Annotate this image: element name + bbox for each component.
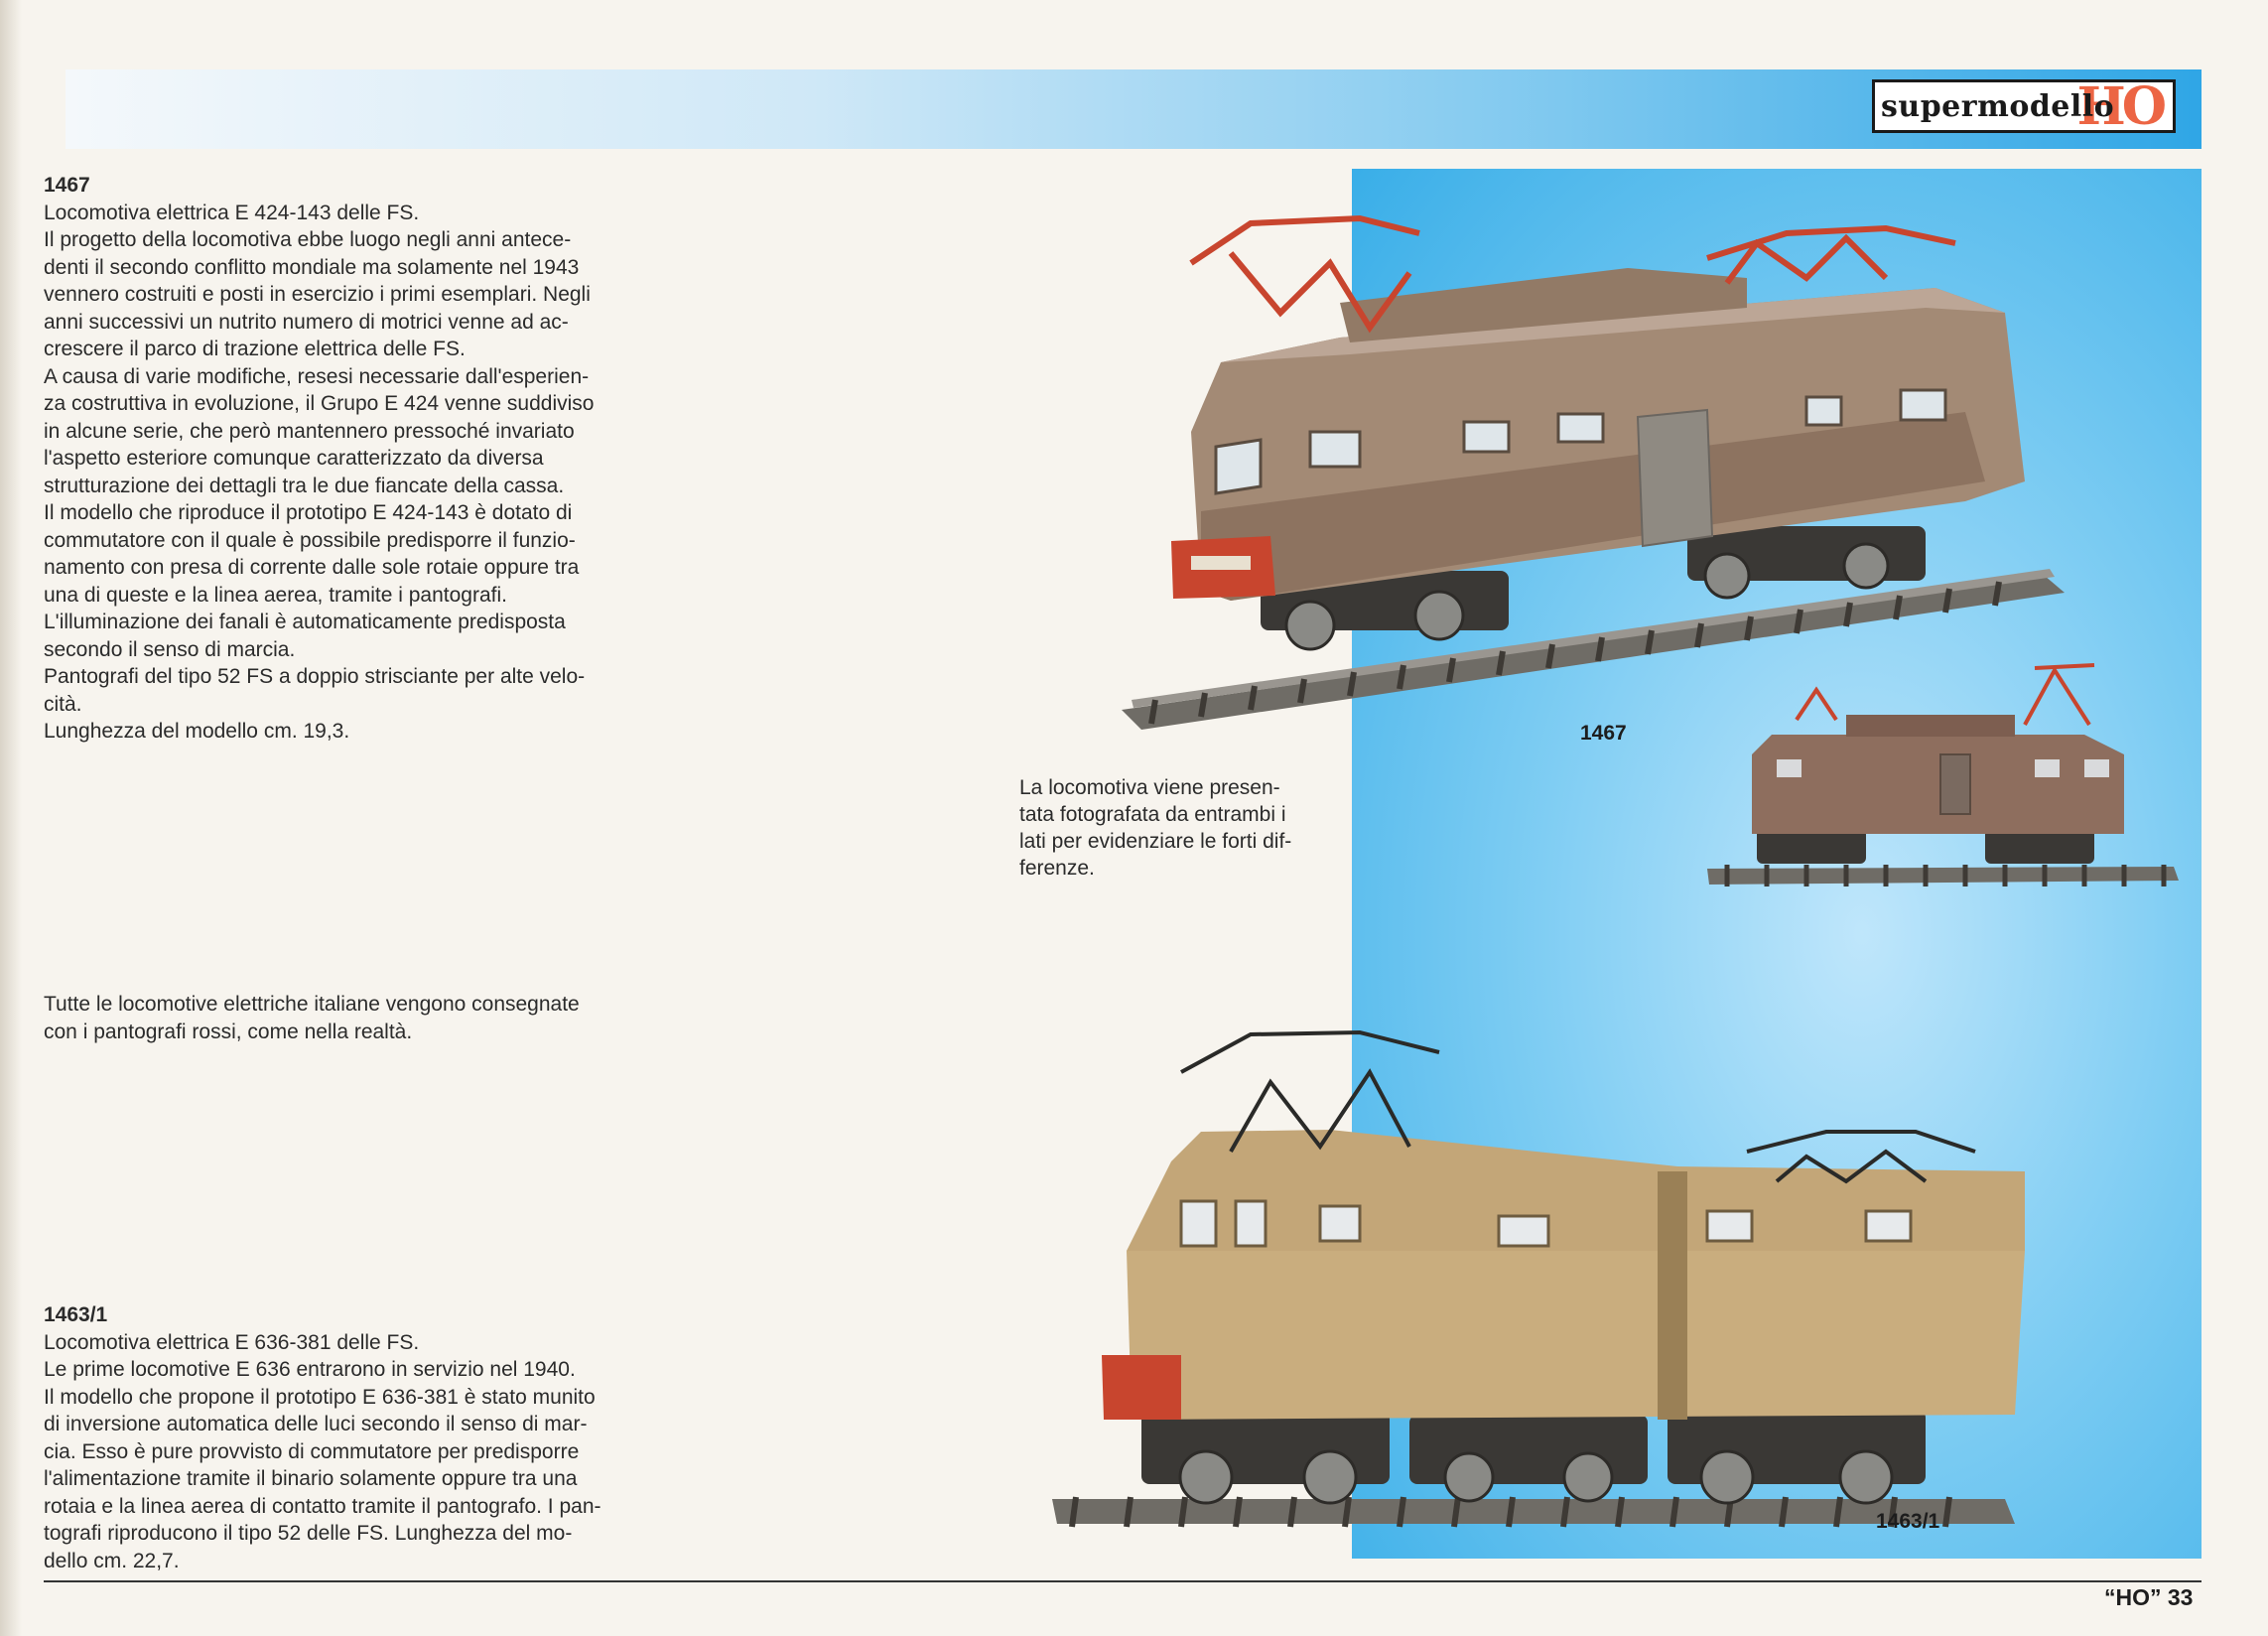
text-line: tata fotografata da entrambi i [1019,803,1286,826]
text-line: Il progetto della locomotiva ebbe luogo negli anni antece- [44,228,572,251]
text-line: vennero costruiti e posti in esercizio i primi esemplari. Negli [44,283,591,306]
text-line: secondo il senso di marcia. [44,637,296,661]
text-line: di inversione automatica delle luci secondo il senso di mar- [44,1413,588,1435]
description-1463-1 [44,1301,675,1574]
photo-caption-1463-1: 1463/1 [1876,1510,1940,1533]
text-line: dello cm. 22,7. [44,1549,180,1572]
text-line: tografi riproducono il tipo 52 delle FS. Lunghezza del mo- [44,1522,573,1545]
text-line: ferenze. [1019,857,1095,880]
text-line: namento con presa di corrente dalle sole rotaie oppure tra [44,556,580,579]
text-line: Il modello che propone il prototipo E 636-381 è stato munito [44,1385,596,1409]
text-line: l'aspetto esteriore comunque caratterizzato da diversa [44,447,544,470]
text-line: crescere il parco di trazione elettrica delle FS. [44,338,466,360]
supermodello-logo [1872,76,2176,137]
text-line: rotaia e la linea aerea di contatto tramite il pantografo. I pan- [44,1494,601,1518]
text-line: anni successivi un nutrito numero di motrici venne ad ac- [44,310,569,334]
text-line: Locomotiva elettrica E 424-143 delle FS. [44,201,420,224]
text-line: cia. Esso è pure provvisto di commutatore per predisporre [44,1439,580,1463]
both-sides-caption [1019,774,1347,882]
pantograph-note [44,991,675,1045]
text-line: L'illuminazione dei fanali è automaticamente predisposta [44,611,566,633]
text-line: cità. [44,692,82,716]
text-line: denti il secondo conflitto mondiale ma solamente nel 1943 [44,255,580,279]
product-code-1467: 1467 [44,174,90,197]
text-line: in alcune serie, che però mantennero pressoché invariato [44,419,575,443]
text-line: A causa di varie modifiche, resesi necessarie dall'esperien- [44,364,590,388]
text-line: commutatore con il quale è possibile predisporre il funzio- [44,528,576,552]
text-line: l'alimentazione tramite il binario solamente oppure tra una [44,1467,578,1490]
photo-caption-1467: 1467 [1580,722,1627,745]
locomotive-1463-1-image [1032,1013,2025,1568]
page-binding-shadow [0,0,22,1636]
locomotive-1467-side-image [1697,650,2194,908]
text-line: strutturazione dei dettagli tra le due fiancate della cassa. [44,474,565,497]
text-line: Il modello che riproduce il prototipo E 424-143 è dotato di [44,501,573,524]
text-line: Locomotiva elettrica E 636-381 delle FS. [44,1330,420,1354]
text-line: Tutte le locomotive elettriche italiane vengono consegnate [44,993,580,1016]
text-line: Lunghezza del modello cm. 19,3. [44,720,350,743]
logo-text: supermodello [1881,88,2115,124]
text-line: con i pantografi rossi, come nella realtà. [44,1020,413,1043]
product-code-1463-1: 1463/1 [44,1303,108,1326]
text-line: La locomotiva viene presen- [1019,776,1280,799]
page-number: “HO” 33 [2104,1584,2194,1610]
text-line: una di queste e la linea aerea, tramite i pantografi. [44,583,507,607]
text-line: Le prime locomotive E 636 entrarono in servizio nel 1940. [44,1358,576,1381]
logo-ho-mark: HO [2076,76,2163,137]
text-line: Pantografi del tipo 52 FS a doppio strisciante per alte velo- [44,665,586,688]
footer-rule [44,1580,2201,1582]
text-line: lati per evidenziare le forti dif- [1019,830,1292,853]
description-1467 [44,172,675,746]
text-line: za costruttiva in evoluzione, il Grupo E 424 venne suddiviso [44,392,595,415]
